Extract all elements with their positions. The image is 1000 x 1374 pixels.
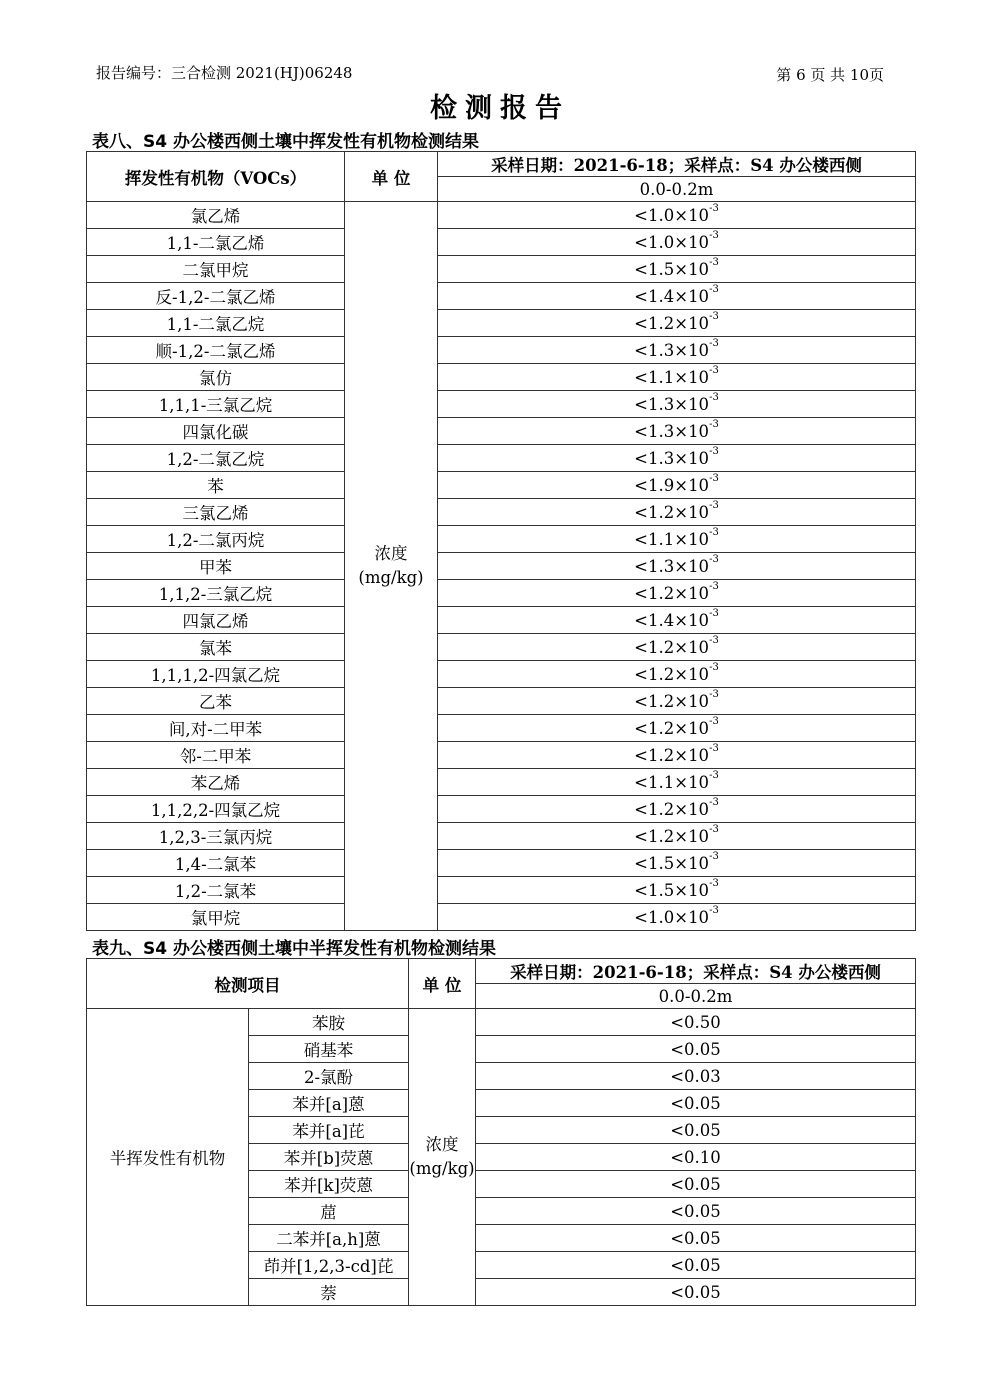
compound-name: 苯乙烯 bbox=[87, 769, 345, 796]
result-value: <0.10 bbox=[476, 1144, 916, 1171]
compound-name: 1,1-二氯乙烷 bbox=[87, 310, 345, 337]
result-exponent: -3 bbox=[709, 877, 719, 889]
result-value bbox=[438, 661, 916, 688]
unit-value: (mg/kg) bbox=[358, 568, 424, 587]
table-row bbox=[87, 850, 916, 877]
compound-name: 氯苯 bbox=[87, 634, 345, 661]
result-mantissa: <1.4×10 bbox=[634, 610, 710, 630]
compound-name: 1,1,2,2-四氯乙烷 bbox=[87, 796, 345, 823]
result-value: <0.05 bbox=[476, 1252, 916, 1279]
result-exponent: -3 bbox=[709, 337, 719, 349]
table-row bbox=[87, 391, 916, 418]
result-value bbox=[438, 418, 916, 445]
page-number: 第 6 页 共 10页 bbox=[776, 66, 884, 84]
result-value bbox=[438, 877, 916, 904]
unit-value: (mg/kg) bbox=[409, 1159, 475, 1178]
compound-header: 挥发性有机物（VOCs） bbox=[87, 152, 345, 202]
result-exponent: -3 bbox=[709, 715, 719, 727]
result-mantissa: <1.1×10 bbox=[634, 367, 710, 387]
result-mantissa: <1.4×10 bbox=[634, 286, 710, 306]
table-row bbox=[87, 715, 916, 742]
result-mantissa: <1.3×10 bbox=[634, 340, 710, 360]
table-row bbox=[87, 283, 916, 310]
table-row bbox=[87, 202, 916, 229]
result-value bbox=[438, 229, 916, 256]
compound-name: 顺-1,2-二氯乙烯 bbox=[87, 337, 345, 364]
report-title: 检测报告 bbox=[430, 93, 570, 124]
result-value: <0.05 bbox=[476, 1198, 916, 1225]
compound-name: 䓛 bbox=[249, 1198, 409, 1225]
compound-name: 三氯乙烯 bbox=[87, 499, 345, 526]
compound-name: 1,2,3-三氯丙烷 bbox=[87, 823, 345, 850]
result-value bbox=[438, 904, 916, 931]
unit-header: 单 位 bbox=[409, 959, 476, 1009]
result-value bbox=[438, 823, 916, 850]
result-exponent: -3 bbox=[709, 472, 719, 484]
result-exponent: -3 bbox=[709, 526, 719, 538]
compound-name: 苯并[a]芘 bbox=[249, 1117, 409, 1144]
result-exponent: -3 bbox=[709, 445, 719, 457]
result-exponent: -3 bbox=[709, 283, 719, 295]
result-value bbox=[438, 337, 916, 364]
compound-name: 1,2-二氯丙烷 bbox=[87, 526, 345, 553]
result-exponent: -3 bbox=[709, 742, 719, 754]
result-value bbox=[438, 391, 916, 418]
result-value: <0.05 bbox=[476, 1117, 916, 1144]
result-exponent: -3 bbox=[709, 202, 719, 214]
table-row bbox=[87, 796, 916, 823]
result-value bbox=[438, 850, 916, 877]
compound-name: 苯胺 bbox=[249, 1009, 409, 1036]
compound-name: 苯并[b]荧蒽 bbox=[249, 1144, 409, 1171]
table-row bbox=[87, 418, 916, 445]
result-value bbox=[438, 715, 916, 742]
compound-name: 二苯并[a,h]蒽 bbox=[249, 1225, 409, 1252]
depth-header: 0.0-0.2m bbox=[438, 177, 916, 202]
compound-name: 苯 bbox=[87, 472, 345, 499]
compound-name: 氯仿 bbox=[87, 364, 345, 391]
result-mantissa: <1.2×10 bbox=[634, 745, 710, 765]
result-value bbox=[438, 742, 916, 769]
result-mantissa: <1.2×10 bbox=[634, 799, 710, 819]
svoc-results-table bbox=[86, 958, 916, 1306]
table-row bbox=[87, 742, 916, 769]
result-mantissa: <1.2×10 bbox=[634, 313, 710, 333]
compound-name: 硝基苯 bbox=[249, 1036, 409, 1063]
unit-cell bbox=[409, 1009, 476, 1306]
table-row bbox=[87, 904, 916, 931]
result-mantissa: <1.2×10 bbox=[634, 502, 710, 522]
result-value: <0.05 bbox=[476, 1036, 916, 1063]
table-row bbox=[87, 1009, 916, 1036]
compound-name: 四氯化碳 bbox=[87, 418, 345, 445]
compound-name: 2-氯酚 bbox=[249, 1063, 409, 1090]
compound-name: 1,1,1-三氯乙烷 bbox=[87, 391, 345, 418]
compound-name: 氯乙烯 bbox=[87, 202, 345, 229]
table-row bbox=[87, 526, 916, 553]
table-row bbox=[87, 337, 916, 364]
table-row bbox=[87, 634, 916, 661]
compound-name: 甲苯 bbox=[87, 553, 345, 580]
result-mantissa: <1.2×10 bbox=[634, 718, 710, 738]
result-value bbox=[438, 283, 916, 310]
result-value bbox=[438, 634, 916, 661]
result-mantissa: <1.5×10 bbox=[634, 853, 710, 873]
table-row bbox=[87, 688, 916, 715]
result-value bbox=[438, 688, 916, 715]
depth-header: 0.0-0.2m bbox=[476, 984, 916, 1009]
result-exponent: -3 bbox=[709, 661, 719, 673]
result-mantissa: <1.5×10 bbox=[634, 880, 710, 900]
result-mantissa: <1.5×10 bbox=[634, 259, 710, 279]
result-value bbox=[438, 499, 916, 526]
compound-name: 四氯乙烯 bbox=[87, 607, 345, 634]
result-exponent: -3 bbox=[709, 310, 719, 322]
result-value: <0.05 bbox=[476, 1225, 916, 1252]
result-mantissa: <1.1×10 bbox=[634, 772, 710, 792]
result-mantissa: <1.2×10 bbox=[634, 664, 710, 684]
result-exponent: -3 bbox=[709, 796, 719, 808]
result-exponent: -3 bbox=[709, 418, 719, 430]
compound-name: 1,1,2-三氯乙烷 bbox=[87, 580, 345, 607]
compound-name: 邻-二甲苯 bbox=[87, 742, 345, 769]
result-value bbox=[438, 580, 916, 607]
table-row bbox=[87, 607, 916, 634]
result-mantissa: <1.0×10 bbox=[634, 205, 710, 225]
compound-name: 1,1,1,2-四氯乙烷 bbox=[87, 661, 345, 688]
table-row bbox=[87, 553, 916, 580]
report-number: 报告编号：三合检测 2021(HJ)06248 bbox=[96, 64, 353, 82]
result-exponent: -3 bbox=[709, 364, 719, 376]
table-row bbox=[87, 256, 916, 283]
compound-name: 萘 bbox=[249, 1279, 409, 1306]
result-value bbox=[438, 526, 916, 553]
result-value bbox=[438, 445, 916, 472]
unit-label: 浓度 bbox=[425, 1135, 459, 1154]
result-exponent: -3 bbox=[709, 904, 719, 916]
result-exponent: -3 bbox=[709, 580, 719, 592]
table-row bbox=[87, 877, 916, 904]
result-exponent: -3 bbox=[709, 769, 719, 781]
result-value: <0.50 bbox=[476, 1009, 916, 1036]
result-mantissa: <1.3×10 bbox=[634, 421, 710, 441]
result-value: <0.05 bbox=[476, 1279, 916, 1306]
compound-name: 苯并[a]蒽 bbox=[249, 1090, 409, 1117]
table9-caption: 表九、S4 办公楼西侧土壤中半挥发性有机物检测结果 bbox=[92, 939, 496, 959]
table-row bbox=[87, 472, 916, 499]
unit-label: 浓度 bbox=[374, 544, 408, 563]
sampling-header: 采样日期：2021-6-18；采样点：S4 办公楼西侧 bbox=[438, 152, 916, 177]
sampling-header: 采样日期：2021-6-18；采样点：S4 办公楼西侧 bbox=[476, 959, 916, 984]
result-value bbox=[438, 202, 916, 229]
result-value: <0.05 bbox=[476, 1171, 916, 1198]
unit-cell bbox=[345, 202, 438, 931]
result-value: <0.03 bbox=[476, 1063, 916, 1090]
result-value: <0.05 bbox=[476, 1090, 916, 1117]
group-label: 半挥发性有机物 bbox=[87, 1009, 249, 1306]
result-value bbox=[438, 607, 916, 634]
table-row bbox=[87, 310, 916, 337]
result-exponent: -3 bbox=[709, 256, 719, 268]
result-mantissa: <1.0×10 bbox=[634, 232, 710, 252]
table-row bbox=[87, 823, 916, 850]
voc-results-table bbox=[86, 151, 916, 931]
result-value bbox=[438, 769, 916, 796]
result-mantissa: <1.2×10 bbox=[634, 637, 710, 657]
compound-name: 二氯甲烷 bbox=[87, 256, 345, 283]
result-mantissa: <1.0×10 bbox=[634, 907, 710, 927]
result-mantissa: <1.3×10 bbox=[634, 448, 710, 468]
result-exponent: -3 bbox=[709, 607, 719, 619]
compound-name: 乙苯 bbox=[87, 688, 345, 715]
table-row bbox=[87, 661, 916, 688]
result-mantissa: <1.2×10 bbox=[634, 691, 710, 711]
compound-name: 1,4-二氯苯 bbox=[87, 850, 345, 877]
result-value bbox=[438, 364, 916, 391]
result-value bbox=[438, 553, 916, 580]
result-value bbox=[438, 310, 916, 337]
compound-name: 苯并[k]荧蒽 bbox=[249, 1171, 409, 1198]
compound-name: 茚并[1,2,3-cd]芘 bbox=[249, 1252, 409, 1279]
table-row bbox=[87, 580, 916, 607]
result-value bbox=[438, 796, 916, 823]
compound-name: 间,对-二甲苯 bbox=[87, 715, 345, 742]
compound-name: 1,2-二氯苯 bbox=[87, 877, 345, 904]
table8-caption: 表八、S4 办公楼西侧土壤中挥发性有机物检测结果 bbox=[92, 132, 479, 152]
result-mantissa: <1.2×10 bbox=[634, 826, 710, 846]
item-header: 检测项目 bbox=[87, 959, 409, 1009]
table-row bbox=[87, 769, 916, 796]
result-exponent: -3 bbox=[709, 553, 719, 565]
result-mantissa: <1.3×10 bbox=[634, 556, 710, 576]
table-row bbox=[87, 445, 916, 472]
compound-name: 1,2-二氯乙烷 bbox=[87, 445, 345, 472]
result-exponent: -3 bbox=[709, 229, 719, 241]
unit-header: 单 位 bbox=[345, 152, 438, 202]
result-mantissa: <1.9×10 bbox=[634, 475, 710, 495]
table-row bbox=[87, 499, 916, 526]
result-exponent: -3 bbox=[709, 634, 719, 646]
result-mantissa: <1.3×10 bbox=[634, 394, 710, 414]
table-row bbox=[87, 364, 916, 391]
result-mantissa: <1.2×10 bbox=[634, 583, 710, 603]
result-mantissa: <1.1×10 bbox=[634, 529, 710, 549]
result-exponent: -3 bbox=[709, 688, 719, 700]
compound-name: 反-1,2-二氯乙烯 bbox=[87, 283, 345, 310]
table-row bbox=[87, 229, 916, 256]
result-exponent: -3 bbox=[709, 823, 719, 835]
result-exponent: -3 bbox=[709, 391, 719, 403]
compound-name: 1,1-二氯乙烯 bbox=[87, 229, 345, 256]
result-exponent: -3 bbox=[709, 499, 719, 511]
result-exponent: -3 bbox=[709, 850, 719, 862]
compound-name: 氯甲烷 bbox=[87, 904, 345, 931]
result-value bbox=[438, 256, 916, 283]
result-value bbox=[438, 472, 916, 499]
